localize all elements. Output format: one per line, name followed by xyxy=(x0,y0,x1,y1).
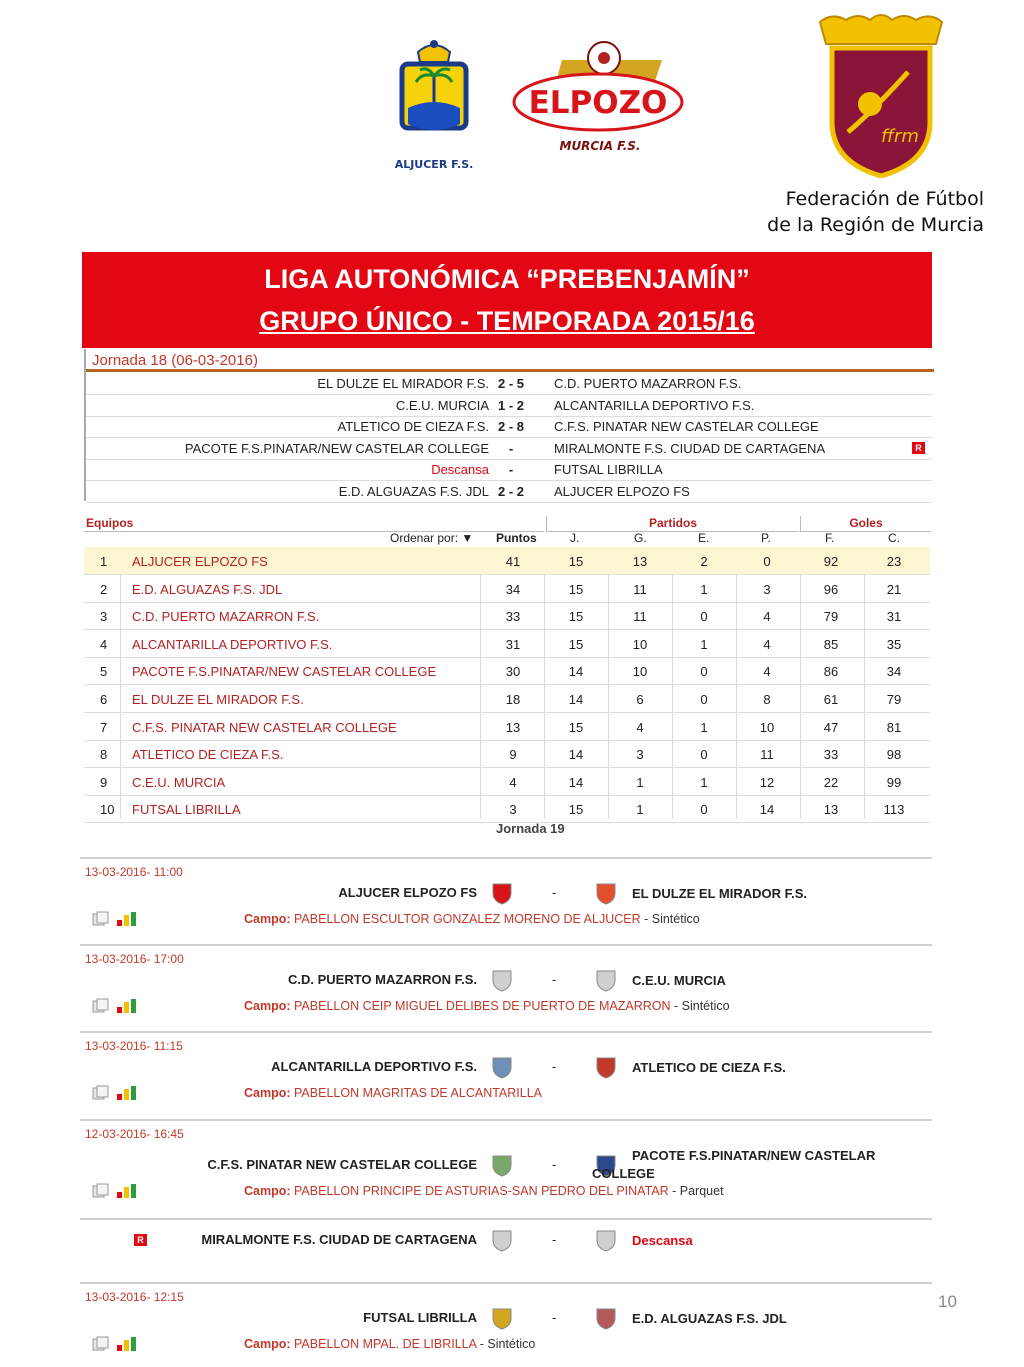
result-score: 2 - 8 xyxy=(497,419,524,434)
fixture-away-team[interactable]: E.D. ALGUAZAS F.S. JDL xyxy=(632,1311,787,1326)
home-team-crest-icon xyxy=(490,881,514,905)
away-team-crest-icon xyxy=(594,1055,618,1079)
group-goles-label: Goles xyxy=(849,516,883,530)
team-name-link[interactable]: ATLETICO DE CIEZA F.S. xyxy=(132,747,284,763)
retired-badge: R xyxy=(912,442,925,454)
venue-surface: - Sintético xyxy=(476,1337,536,1351)
venue-name[interactable]: PABELLON CEIP MIGUEL DELIBES DE PUERTO DE MAZARRON xyxy=(294,999,671,1013)
pos-cell: 10 xyxy=(100,802,115,818)
drawn-cell: 1 xyxy=(700,719,708,735)
round-18-title: Jornada 18 (06-03-2016) xyxy=(92,352,258,369)
goals-against-cell: 21 xyxy=(886,581,902,597)
result-home-team[interactable]: C.E.U. MURCIA xyxy=(395,397,489,413)
team-name-link[interactable]: ALCANTARILLA DEPORTIVO F.S. xyxy=(132,636,333,652)
team-name-link[interactable]: C.F.S. PINATAR NEW CASTELAR COLLEGE xyxy=(132,719,397,735)
team-name-link[interactable]: C.D. PUERTO MAZARRON F.S. xyxy=(132,609,320,625)
goals-for-cell: 61 xyxy=(823,692,839,707)
won-cell: 1 xyxy=(636,774,644,790)
page-number: 10 xyxy=(938,1292,957,1311)
fixture-card xyxy=(80,1282,932,1367)
result-row xyxy=(86,459,932,481)
pos-cell: 2 xyxy=(100,581,108,597)
table-row[interactable] xyxy=(84,768,930,796)
lost-cell: 3 xyxy=(763,581,771,597)
fixture-separator: - xyxy=(552,1059,557,1074)
table-row[interactable] xyxy=(84,795,930,823)
lost-cell: 10 xyxy=(759,719,775,735)
table-row[interactable] xyxy=(84,547,930,575)
table-row[interactable] xyxy=(84,657,930,685)
drawn-cell: 1 xyxy=(700,636,708,652)
fixture-card xyxy=(80,1031,932,1121)
documents-icon[interactable] xyxy=(92,911,110,926)
points-cell: 30 xyxy=(505,664,521,680)
lost-cell: 4 xyxy=(763,609,771,625)
result-away-team[interactable]: C.D. PUERTO MAZARRON F.S. xyxy=(554,376,742,391)
won-cell: 10 xyxy=(632,636,648,652)
points-cell: 41 xyxy=(505,554,521,569)
fixture-home-team[interactable]: ALCANTARILLA DEPORTIVO F.S. xyxy=(271,1059,477,1074)
fixture-card xyxy=(80,1119,932,1220)
lost-cell: 4 xyxy=(763,664,771,680)
goals-against-cell: 113 xyxy=(883,802,905,818)
fixture-venue xyxy=(244,1086,542,1100)
pos-cell: 4 xyxy=(100,636,108,652)
lost-cell: 8 xyxy=(763,692,771,707)
away-team-line2: COLLEGE xyxy=(592,1166,655,1181)
venue-surface: - Sintético xyxy=(670,999,730,1013)
table-row[interactable] xyxy=(84,740,930,768)
points-cell: 31 xyxy=(505,636,521,652)
documents-icon[interactable] xyxy=(92,998,110,1013)
col-g[interactable]: G. xyxy=(634,531,647,545)
points-cell: 34 xyxy=(505,581,521,597)
played-cell: 15 xyxy=(568,609,584,625)
team-name-link[interactable]: E.D. ALGUAZAS F.S. JDL xyxy=(132,581,283,597)
won-cell: 3 xyxy=(636,747,644,763)
pos-cell: 3 xyxy=(100,609,108,625)
standings-table xyxy=(84,516,932,818)
banner-title: LIGA AUTONÓMICA “PREBENJAMÍN” xyxy=(264,264,750,294)
group-equipos-label: Equipos xyxy=(86,516,134,530)
goals-for-cell: 79 xyxy=(823,609,839,625)
fixture-home-team[interactable]: C.D. PUERTO MAZARRON F.S. xyxy=(288,972,477,987)
col-c[interactable]: C. xyxy=(888,531,900,545)
retired-badge: R xyxy=(134,1234,147,1246)
away-team-crest-icon xyxy=(594,968,618,992)
played-cell: 14 xyxy=(568,664,584,680)
goals-against-cell: 79 xyxy=(886,692,902,707)
col-p[interactable]: P. xyxy=(761,531,771,545)
documents-icon[interactable] xyxy=(92,1183,110,1198)
fixture-away-team[interactable] xyxy=(592,1147,875,1183)
group-partidos-label: Partidos xyxy=(648,516,697,530)
federation-name xyxy=(760,186,984,238)
result-row xyxy=(86,438,932,460)
result-row xyxy=(86,395,932,417)
away-team-crest-icon xyxy=(594,1228,618,1252)
col-e[interactable]: E. xyxy=(698,531,710,545)
round-18-divider xyxy=(86,369,934,372)
drawn-cell: 1 xyxy=(700,581,708,597)
venue-name[interactable]: PABELLON MPAL. DE LIBRILLA xyxy=(294,1337,477,1351)
home-team-crest-icon xyxy=(490,1055,514,1079)
goals-for-cell: 47 xyxy=(823,719,839,735)
pos-cell: 5 xyxy=(100,664,108,680)
fixture-separator: - xyxy=(552,972,557,987)
fixture-datetime: 13-03-2016- 17:00 xyxy=(85,952,184,966)
group-equipos xyxy=(84,516,544,532)
table-row[interactable] xyxy=(84,602,930,630)
fixture-venue xyxy=(244,912,700,926)
drawn-cell: 2 xyxy=(700,554,708,569)
result-away-team[interactable]: MIRALMONTE F.S. CIUDAD DE CARTAGENA xyxy=(554,440,826,456)
home-team-crest-icon xyxy=(490,1153,514,1177)
goals-for-cell: 92 xyxy=(823,554,839,569)
fixture-away-team[interactable]: C.E.U. MURCIA xyxy=(632,973,726,988)
fixture-away-team[interactable]: EL DULZE EL MIRADOR F.S. xyxy=(632,886,808,901)
result-score: 2 - 2 xyxy=(497,483,524,499)
result-away-team[interactable]: ALCANTARILLA DEPORTIVO F.S. xyxy=(554,397,755,413)
played-cell: 15 xyxy=(568,554,584,569)
fixture-datetime: 13-03-2016- 11:00 xyxy=(85,865,183,879)
won-cell: 11 xyxy=(633,581,647,597)
won-cell: 4 xyxy=(636,719,644,735)
lost-cell: 11 xyxy=(760,747,774,763)
result-home-team[interactable]: EL DULZE EL MIRADOR F.S. xyxy=(317,376,489,391)
won-cell: 11 xyxy=(633,609,647,625)
points-cell: 18 xyxy=(505,692,521,707)
stats-icon[interactable] xyxy=(116,998,138,1013)
goals-against-cell: 34 xyxy=(886,664,902,680)
goals-against-cell: 99 xyxy=(886,774,902,790)
aljucer-fs-crest xyxy=(388,38,480,178)
documents-icon[interactable] xyxy=(92,1085,110,1100)
drawn-cell: 0 xyxy=(700,609,708,625)
col-f[interactable]: F. xyxy=(825,531,835,545)
fixture-separator: - xyxy=(552,1310,557,1325)
sort-down-icon: ▼ xyxy=(461,531,474,545)
lost-cell: 4 xyxy=(763,636,771,652)
played-cell: 15 xyxy=(568,719,584,735)
result-score: - xyxy=(508,462,514,477)
federation-line1: Federación de Fútbol xyxy=(785,188,984,210)
table-row[interactable] xyxy=(84,685,930,713)
fixture-venue xyxy=(244,1184,724,1198)
pos-cell: 6 xyxy=(100,692,108,707)
home-team-crest-icon xyxy=(490,1228,514,1252)
fixture-separator: - xyxy=(552,1157,557,1172)
federation-line2: de la Región de Murcia xyxy=(767,214,984,236)
drawn-cell: 0 xyxy=(700,692,708,707)
venue-label: Campo: xyxy=(244,912,291,926)
fixture-venue xyxy=(244,1337,535,1351)
goals-for-cell: 96 xyxy=(823,581,839,597)
team-name-link[interactable]: FUTSAL LIBRILLA xyxy=(132,802,241,818)
points-cell: 33 xyxy=(505,609,521,625)
goals-against-cell: 98 xyxy=(886,747,902,763)
played-cell: 14 xyxy=(568,774,584,790)
table-row[interactable] xyxy=(84,630,930,658)
away-team-line1: PACOTE F.S.PINATAR/NEW CASTELAR xyxy=(632,1148,876,1163)
fixture-home-team[interactable]: FUTSAL LIBRILLA xyxy=(363,1310,477,1325)
lost-cell: 0 xyxy=(763,554,771,569)
elpozo-murcia-logo xyxy=(512,40,688,155)
fixture-card xyxy=(80,857,932,946)
banner-subtitle-text: GRUPO ÚNICO - TEMPORADA 2015/16 xyxy=(259,306,755,336)
goals-against-cell: 31 xyxy=(886,609,902,625)
played-cell: 15 xyxy=(568,802,584,818)
result-row xyxy=(86,481,932,503)
result-away-team[interactable]: FUTSAL LIBRILLA xyxy=(554,462,663,477)
result-home-team[interactable]: PACOTE F.S.PINATAR/NEW CASTELAR COLLEGE xyxy=(184,440,489,456)
table-row[interactable] xyxy=(84,713,930,741)
stats-icon[interactable] xyxy=(116,1183,138,1198)
group-partidos xyxy=(546,516,799,532)
home-team-crest-icon xyxy=(490,1306,514,1330)
round-18-results xyxy=(84,349,934,501)
home-team-crest-icon xyxy=(490,968,514,992)
result-score: - xyxy=(508,440,514,456)
venue-surface: - Sintético xyxy=(640,912,700,926)
result-score: 2 - 5 xyxy=(497,376,524,391)
goals-against-cell: 35 xyxy=(886,636,902,652)
won-cell: 13 xyxy=(632,554,648,569)
pos-cell: 7 xyxy=(100,719,108,735)
round-19-title: Jornada 19 xyxy=(496,821,565,836)
venue-label: Campo: xyxy=(244,1184,291,1198)
lost-cell: 12 xyxy=(759,774,775,790)
won-cell: 6 xyxy=(636,692,644,707)
stats-icon[interactable] xyxy=(116,1336,138,1351)
fixture-datetime: 13-03-2016- 11:15 xyxy=(85,1039,183,1053)
svg-text:ELPOZO: ELPOZO xyxy=(528,85,668,121)
group-goles xyxy=(800,516,931,532)
fixture-datetime: 13-03-2016- 12:15 xyxy=(85,1290,184,1304)
goals-for-cell: 13 xyxy=(823,802,839,818)
venue-label: Campo: xyxy=(244,1337,291,1351)
fixture-away-team[interactable]: ATLETICO DE CIEZA F.S. xyxy=(632,1060,786,1075)
drawn-cell: 0 xyxy=(700,802,708,818)
goals-against-cell: 81 xyxy=(886,719,902,735)
svg-text:ffrm: ffrm xyxy=(881,126,919,147)
stats-icon[interactable] xyxy=(116,1085,138,1100)
table-row[interactable] xyxy=(84,575,930,603)
stats-icon[interactable] xyxy=(116,911,138,926)
goals-for-cell: 22 xyxy=(823,774,839,790)
svg-text:MURCIA F.S.: MURCIA F.S. xyxy=(559,139,641,153)
venue-name[interactable]: PABELLON MAGRITAS DE ALCANTARILLA xyxy=(294,1086,543,1100)
points-cell: 3 xyxy=(509,802,517,818)
result-score: 1 - 2 xyxy=(497,397,524,413)
team-name-link[interactable]: PACOTE F.S.PINATAR/NEW CASTELAR COLLEGE xyxy=(132,664,437,680)
team-name-link[interactable]: ALJUCER ELPOZO FS xyxy=(132,554,268,569)
venue-name[interactable]: PABELLON ESCULTOR GONZALEZ MORENO DE ALJUCER xyxy=(294,912,641,926)
svg-text:ALJUCER F.S.: ALJUCER F.S. xyxy=(394,158,474,171)
order-by-label[interactable] xyxy=(390,531,473,547)
ffrm-federation-crest xyxy=(812,12,950,178)
drawn-cell: 0 xyxy=(700,747,708,763)
col-j[interactable]: J. xyxy=(570,531,580,545)
pos-cell: 1 xyxy=(100,554,108,569)
venue-surface: - Parquet xyxy=(668,1184,724,1198)
banner-subtitle xyxy=(82,306,932,337)
team-name-link[interactable]: C.E.U. MURCIA xyxy=(132,774,226,790)
venue-name[interactable]: PABELLON PRINCIPE DE ASTURIAS-SAN PEDRO DEL PINATAR xyxy=(294,1184,669,1198)
team-name-link[interactable]: EL DULZE EL MIRADOR F.S. xyxy=(132,692,304,707)
result-row xyxy=(86,416,932,438)
played-cell: 14 xyxy=(568,692,584,707)
league-banner xyxy=(82,252,932,348)
won-cell: 1 xyxy=(636,802,644,818)
drawn-cell: 1 xyxy=(700,774,708,790)
won-cell: 10 xyxy=(632,664,648,680)
points-cell: 13 xyxy=(505,719,521,735)
pos-cell: 9 xyxy=(100,774,108,790)
fixture-card xyxy=(80,1218,932,1284)
goals-against-cell: 23 xyxy=(886,554,902,569)
result-away-team[interactable]: C.F.S. PINATAR NEW CASTELAR COLLEGE xyxy=(554,419,819,434)
fixture-home-team[interactable]: MIRALMONTE F.S. CIUDAD DE CARTAGENA xyxy=(201,1232,477,1247)
fixture-separator: - xyxy=(552,885,557,900)
fixture-home-team[interactable]: ALJUCER ELPOZO FS xyxy=(338,885,477,900)
played-cell: 15 xyxy=(568,581,584,597)
away-team-crest-icon xyxy=(594,881,618,905)
played-cell: 14 xyxy=(568,747,584,763)
result-away-team[interactable]: ALJUCER ELPOZO FS xyxy=(554,483,690,499)
away-team-crest-icon xyxy=(594,1306,618,1330)
fixture-away-team[interactable]: Descansa xyxy=(632,1233,693,1248)
result-home-team[interactable]: ATLETICO DE CIEZA F.S. xyxy=(337,419,489,434)
documents-icon[interactable] xyxy=(92,1336,110,1351)
result-home-team[interactable]: Descansa xyxy=(431,462,489,477)
points-cell: 9 xyxy=(509,747,517,763)
points-cell: 4 xyxy=(509,774,517,790)
drawn-cell: 0 xyxy=(700,664,708,680)
fixture-venue xyxy=(244,999,730,1013)
col-puntos[interactable]: Puntos xyxy=(496,531,537,545)
result-row xyxy=(86,373,932,395)
lost-cell: 14 xyxy=(759,802,775,818)
venue-label: Campo: xyxy=(244,1086,291,1100)
goals-for-cell: 33 xyxy=(823,747,839,763)
goals-for-cell: 85 xyxy=(823,636,839,652)
venue-label: Campo: xyxy=(244,999,291,1013)
played-cell: 15 xyxy=(568,636,584,652)
fixture-home-team[interactable]: C.F.S. PINATAR NEW CASTELAR COLLEGE xyxy=(207,1157,477,1172)
fixture-datetime: 12-03-2016- 16:45 xyxy=(85,1127,184,1141)
fixture-separator: - xyxy=(552,1232,557,1247)
result-home-team[interactable]: E.D. ALGUAZAS F.S. JDL xyxy=(338,483,489,499)
fixture-card xyxy=(80,944,932,1033)
order-by-text: Ordenar por: xyxy=(390,531,459,545)
pos-cell: 8 xyxy=(100,747,108,763)
goals-for-cell: 86 xyxy=(823,664,839,680)
